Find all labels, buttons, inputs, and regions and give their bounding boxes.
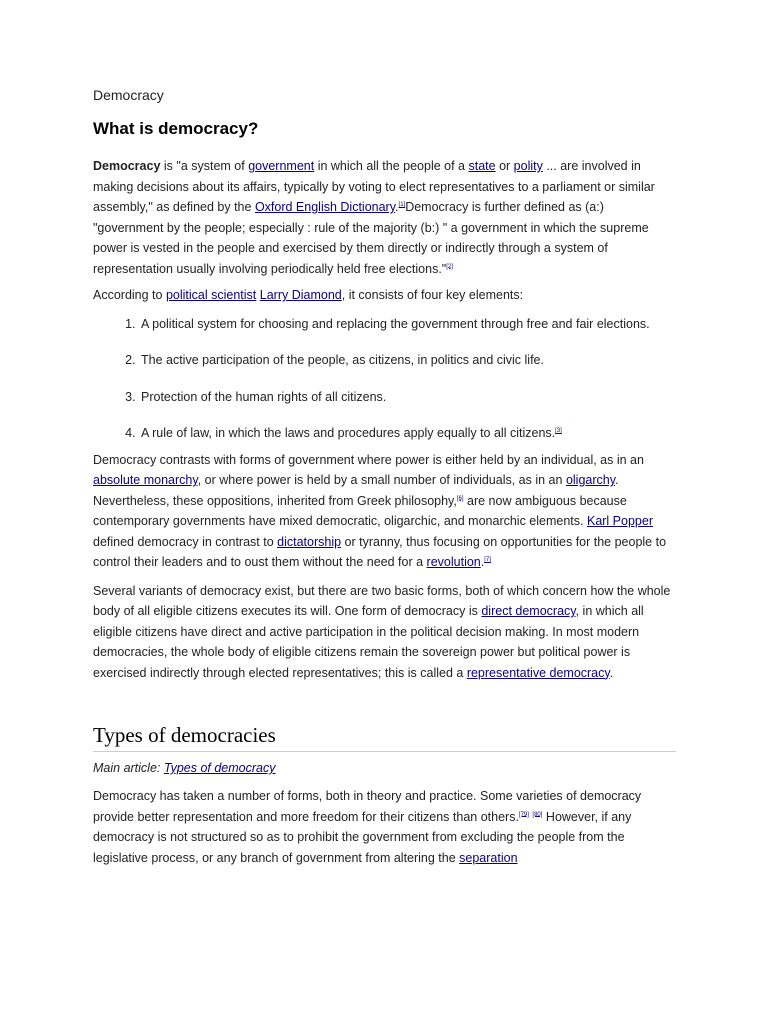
citation-ref	[519, 811, 529, 817]
text: defined democracy in contrast to	[93, 534, 278, 549]
text: Democracy has taken a number of forms, both in theory and practice. Some varieties of democracy provide better representation and more freedom for their citizens than others.	[93, 789, 642, 824]
link-karl-popper[interactable]: Karl Popper	[586, 514, 653, 528]
link-polity[interactable]: polity	[513, 159, 543, 173]
key-elements-list	[93, 314, 676, 444]
page-heading: What is democracy?	[93, 119, 259, 138]
link-direct-democracy[interactable]: direct democracy	[481, 604, 576, 618]
link-representative-democracy[interactable]: representative democracy	[466, 665, 610, 680]
list-item-text: Protection of the human rights of all citizens.	[141, 389, 387, 404]
link-oxford-english-dictionary[interactable]: Oxford English Dictionary	[254, 200, 396, 214]
link-separation[interactable]: separation	[459, 850, 518, 865]
text: According to	[93, 288, 166, 302]
link-larry-diamond[interactable]: Larry Diamond	[259, 288, 342, 302]
citation-ref	[555, 428, 562, 434]
text: Democracy contrasts with forms of government where power is either held by an individual, as in an	[93, 452, 644, 467]
text: ... are involved in making decisions about its affairs, typically by voting to elect representatives to a parliament or similar assembly," as defined by the	[93, 159, 655, 214]
link-political-scientist[interactable]: political scientist	[165, 288, 257, 302]
link-revolution[interactable]: revolution	[426, 555, 481, 569]
citation-link[interactable]: [7]	[484, 556, 491, 563]
text: , or where power is held by a small number of individuals, as in an	[197, 473, 566, 487]
citation-link[interactable]: [2]	[446, 263, 453, 270]
citation-ref	[457, 495, 464, 501]
paragraph-variants	[93, 581, 676, 684]
text: .	[395, 200, 399, 214]
list-item	[139, 387, 676, 408]
link-state[interactable]: state	[468, 159, 496, 173]
article	[93, 84, 676, 868]
term-democracy: Democracy	[93, 159, 161, 173]
text: or tyranny, thus focusing on opportunities for the people to control their leaders and to oust them without the need for a	[93, 534, 667, 569]
citation-ref	[484, 557, 491, 563]
text: .	[480, 555, 485, 569]
citation-link[interactable]: [3]	[555, 427, 562, 434]
list-item	[139, 423, 676, 444]
text: However, if any democracy is not structured so as to prohibit the government from excluding the people from the legislative process, or any branch of government from altering the	[93, 809, 632, 865]
text: .	[609, 665, 614, 680]
paragraph-forms	[93, 786, 676, 868]
text: . Nevertheless, these oppositions, inherited from Greek philosophy,	[93, 473, 619, 508]
hatnote-label: Main article:	[93, 761, 164, 775]
text: in which all the people of a	[314, 159, 469, 173]
list-item-text: A rule of law, in which the laws and procedures apply equally to all citizens.	[141, 426, 556, 440]
list-item	[139, 314, 676, 335]
text: is "a system of	[160, 159, 249, 173]
link-absolute-monarchy[interactable]: absolute monarchy	[93, 473, 198, 487]
link-oligarchy[interactable]: oligarchy	[565, 473, 616, 487]
link-government[interactable]: government	[248, 159, 315, 173]
citation-link[interactable]: [80]	[532, 811, 543, 818]
text: are now ambiguous because contemporary governments have mixed democratic, oligarchic, and monarchic elements.	[93, 493, 627, 528]
paragraph-contrasts	[93, 450, 676, 573]
document-title: Democracy	[93, 87, 164, 103]
text: Several variants of democracy exist, but there are two basic forms, both of which concern how the whole body of all eligible citizens executes its will. One form of democracy is	[93, 583, 671, 618]
link-dictatorship[interactable]: dictatorship	[277, 534, 342, 549]
list-item-text: A political system for choosing and replacing the government through free and fair elections.	[141, 316, 650, 331]
main-article-hatnote	[93, 758, 676, 778]
list-item	[139, 350, 676, 371]
text: , in which all eligible citizens have direct and active participation in the political decision making. In most modern democracies, the whole body of eligible citizens remain the sovereign power but political power is exercised indirectly through elected representatives; this is called a	[93, 604, 644, 680]
text: or	[495, 159, 514, 173]
citation-link[interactable]: [1]	[398, 201, 406, 208]
section-heading-types: Types of democracies	[93, 721, 676, 752]
text: , it consists of four key elements:	[341, 288, 524, 302]
citation-link[interactable]: [79]	[518, 811, 529, 818]
list-item-text: The active participation of the people, as citizens, in politics and civic life.	[141, 353, 544, 367]
citation-ref	[446, 263, 453, 269]
paragraph-definition	[93, 156, 676, 279]
paragraph-diamond	[93, 285, 676, 306]
citation-ref	[532, 811, 542, 817]
text: Democracy is further defined as (a:) "government by the people; especially : rule of the majority (b:) " a government in which the supreme power is vested in the people and exercised by them directly or indirectly through a system of representation usually involving periodically held free elections."	[93, 200, 649, 276]
citation-link[interactable]: [6]	[456, 495, 464, 502]
link-types-of-democracy[interactable]: Types of democracy	[163, 761, 276, 775]
